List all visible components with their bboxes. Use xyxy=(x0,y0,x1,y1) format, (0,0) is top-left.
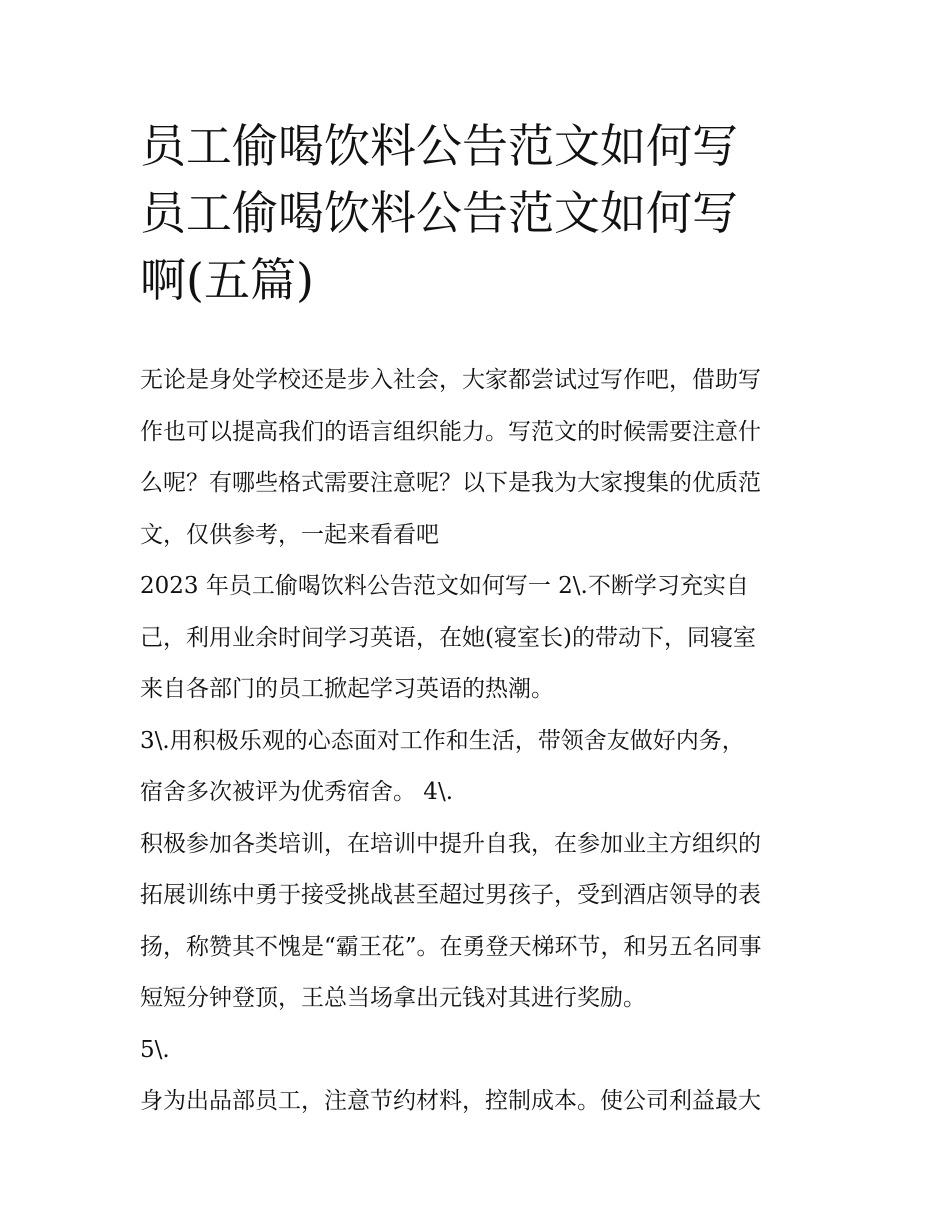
title-line-2: 员工偷喝饮料公告范文如何写 xyxy=(140,186,738,240)
item-4-line-4: 短短分钟登顶，王总当场拿出元钱对其进行奖励。 xyxy=(140,985,646,1011)
document-body xyxy=(140,355,830,1128)
section-1-line-3: 来自各部门的员工掀起学习英语的热潮。 xyxy=(140,676,554,702)
title-line-1: 员工偷喝饮料公告范文如何写 xyxy=(140,119,738,173)
item-4-line-2: 拓展训练中勇于接受挑战甚至超过男孩子，受到酒店领导的表 xyxy=(140,882,761,908)
document-title xyxy=(140,113,830,314)
intro-line-1: 无论是身处学校还是步入社会，大家都尝试过写作吧，借助写 xyxy=(140,367,761,393)
item-4-line-3: 扬，称赞其不愧是“霸王花”。在勇登天梯环节，和另五名同事 xyxy=(140,933,762,960)
title-line-3: 啊(五篇) xyxy=(140,253,314,307)
item-3-line-1: 3\.用积极乐观的心态面对工作和生活，带领舍友做好内务， xyxy=(140,727,745,754)
intro-line-3: 么呢？有哪些格式需要注意呢？以下是我为大家搜集的优质范 xyxy=(140,470,761,496)
intro-line-4: 文，仅供参考，一起来看看吧 xyxy=(140,521,439,548)
item-3-line-2: 宿舍多次被评为优秀宿舍。 4\. xyxy=(140,779,454,805)
section-1-line-1: 2023 年员工偷喝饮料公告范文如何写一 2\.不断学习充实自 xyxy=(140,573,749,599)
item-5-line-1: 身为出品部员工，注意节约材料，控制成本。使公司利益最大 xyxy=(140,1088,761,1114)
intro-line-2: 作也可以提高我们的语言组织能力。写范文的时候需要注意什 xyxy=(140,418,761,445)
item-5-label: 5\. xyxy=(140,1036,170,1063)
section-1-line-2: 己，利用业余时间学习英语，在她(寝室长)的带动下，同寝室 xyxy=(140,624,756,651)
item-4-line-1: 积极参加各类培训，在培训中提升自我，在参加业主方组织的 xyxy=(140,830,761,857)
